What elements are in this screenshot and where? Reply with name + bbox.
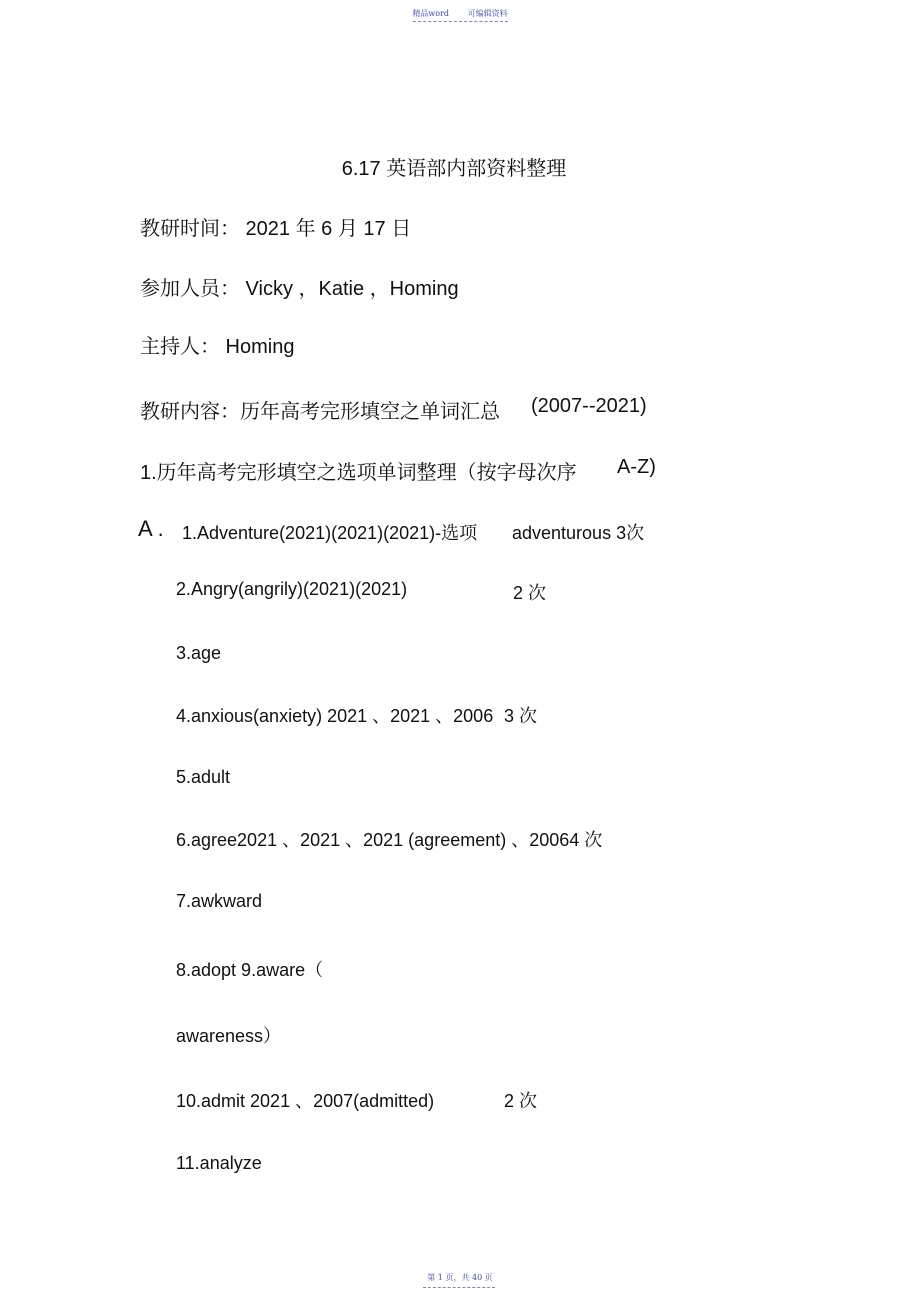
research-content: 教研内容：历年高考完形填空之单词汇总: [140, 401, 500, 423]
section-letter: A .: [138, 516, 164, 541]
list-item-count: 2 次: [513, 583, 547, 603]
list-item: 2.Angry(angrily)(2021)(2021): [176, 579, 408, 599]
participants: 参加人员： Vicky ，Katie ，Homing: [140, 278, 459, 300]
list-item: 7.awkward: [176, 891, 263, 911]
page-header: [0, 8, 920, 19]
list-item: 1.Adventure(2021)(2021)(2021)-选项: [182, 523, 478, 543]
meeting-time: 教研时间： 2021 年 6 月 17 日: [140, 218, 412, 240]
list-item: 6.agree2021 、2021 、2021 (agreement) 、20064 次: [176, 830, 603, 850]
list-item: 8.adopt 9.aware（: [176, 960, 324, 980]
list-item-count: 2 次: [504, 1091, 538, 1111]
list-item: 11.analyze: [176, 1153, 262, 1173]
header-right-text: 可编辑资料: [467, 9, 508, 18]
list-item: 10.admit 2021 、2007(admitted): [176, 1091, 435, 1111]
host: 主持人： Homing: [140, 336, 295, 358]
section-heading-range: A-Z): [617, 456, 656, 478]
header-divider: [413, 21, 508, 22]
page-footer: 第 1 页，共 40 页: [427, 1273, 493, 1282]
footer-divider: [423, 1287, 495, 1288]
document-title: 6.17 英语部内部资料整理: [341, 158, 567, 180]
list-item-count: 3 次: [504, 706, 538, 726]
list-item: awareness）: [176, 1026, 282, 1046]
list-item: 3.age: [176, 643, 222, 663]
header-left-text: 精品word: [412, 9, 450, 18]
list-item-count: adventurous 3次: [512, 523, 645, 543]
section-heading: 1.历年高考完形填空之选项单词整理（按字母次序: [140, 462, 577, 484]
research-content-years: (2007--2021): [531, 395, 647, 417]
list-item: 5.adult: [176, 767, 231, 787]
list-item: 4.anxious(anxiety) 2021 、2021 、2006: [176, 706, 494, 726]
